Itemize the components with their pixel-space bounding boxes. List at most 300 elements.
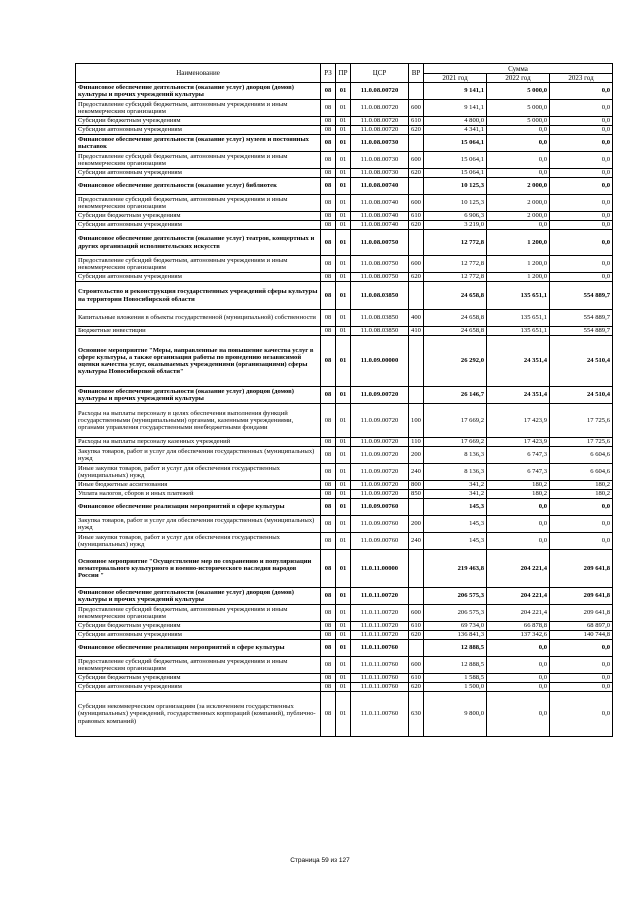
header-csr: ЦСР	[351, 64, 409, 83]
cell-pr: 01	[336, 117, 351, 126]
cell-name: Основное мероприятие "Осуществление мер по сохранению и популяризации нематериального культурного и военно-исторического наследия народов России "	[76, 550, 321, 588]
cell-2023: 554 889,7	[550, 310, 613, 327]
cell-csr: 11.0.08.00740	[351, 212, 409, 221]
table-row	[76, 631, 613, 640]
cell-2022: 0,0	[487, 657, 550, 674]
cell-2021: 12 772,8	[424, 230, 487, 256]
cell-pr: 01	[336, 640, 351, 657]
cell-rz: 08	[321, 605, 336, 622]
budget-table	[75, 63, 613, 737]
header-year-2022: 2022 год	[487, 74, 550, 83]
cell-csr: 11.0.08.00750	[351, 273, 409, 282]
table-row	[76, 640, 613, 657]
cell-2023: 0,0	[550, 516, 613, 533]
cell-2022: 6 747,3	[487, 447, 550, 464]
cell-pr: 01	[336, 622, 351, 631]
cell-2023: 24 510,4	[550, 387, 613, 404]
cell-csr: 11.0.09.00720	[351, 481, 409, 490]
header-rz: РЗ	[321, 64, 336, 83]
cell-2022: 0,0	[487, 640, 550, 657]
cell-rz: 08	[321, 178, 336, 195]
table-row	[76, 83, 613, 100]
cell-name: Финансовое обеспечение деятельности (оказание услуг) дворцов (домов) культуры и прочих учреждений культуры	[76, 387, 321, 404]
cell-2022: 1 200,0	[487, 256, 550, 273]
header-sums: Сумма	[424, 64, 613, 74]
cell-pr: 01	[336, 683, 351, 692]
cell-2021: 206 575,3	[424, 588, 487, 605]
cell-2022: 0,0	[487, 516, 550, 533]
cell-2023: 0,0	[550, 256, 613, 273]
cell-2022: 5 000,0	[487, 117, 550, 126]
cell-2022: 2 000,0	[487, 212, 550, 221]
cell-name: Предоставление субсидий бюджетным, автономным учреждениям и иным некоммерческим организациям	[76, 152, 321, 169]
cell-name: Предоставление субсидий бюджетным, автономным учреждениям и иным некоммерческим организациям	[76, 256, 321, 273]
cell-2022: 137 342,6	[487, 631, 550, 640]
cell-rz: 08	[321, 622, 336, 631]
table-row	[76, 683, 613, 692]
cell-pr: 01	[336, 336, 351, 387]
cell-2021: 8 136,3	[424, 464, 487, 481]
cell-csr: 11.0.09.00720	[351, 387, 409, 404]
table-row	[76, 100, 613, 117]
table-row	[76, 481, 613, 490]
cell-2021: 8 136,3	[424, 447, 487, 464]
cell-2023: 6 604,6	[550, 447, 613, 464]
cell-csr: 11.0.09.00720	[351, 490, 409, 499]
cell-2021: 10 125,3	[424, 178, 487, 195]
cell-csr: 11.0.08.00720	[351, 117, 409, 126]
cell-2023: 209 641,8	[550, 588, 613, 605]
cell-2022: 0,0	[487, 692, 550, 737]
cell-pr: 01	[336, 490, 351, 499]
cell-vr: 200	[409, 447, 424, 464]
cell-name: Капитальные вложения в объекты государственной (муниципальной) собственности	[76, 310, 321, 327]
table-row	[76, 256, 613, 273]
table-row	[76, 169, 613, 178]
cell-csr: 11.0.09.00720	[351, 438, 409, 447]
cell-vr	[409, 499, 424, 516]
table-row	[76, 221, 613, 230]
cell-2021: 24 658,8	[424, 282, 487, 310]
table-row	[76, 195, 613, 212]
cell-pr: 01	[336, 230, 351, 256]
cell-vr: 600	[409, 152, 424, 169]
table-row	[76, 126, 613, 135]
cell-vr: 110	[409, 438, 424, 447]
table-row	[76, 516, 613, 533]
cell-vr	[409, 282, 424, 310]
cell-rz: 08	[321, 499, 336, 516]
cell-2021: 26 146,7	[424, 387, 487, 404]
table-row	[76, 282, 613, 310]
cell-vr	[409, 83, 424, 100]
cell-2023: 554 889,7	[550, 327, 613, 336]
cell-name: Субсидии бюджетным учреждениям	[76, 117, 321, 126]
cell-pr: 01	[336, 692, 351, 737]
cell-csr: 11.0.08.03850	[351, 282, 409, 310]
cell-pr: 01	[336, 273, 351, 282]
cell-2021: 12 772,8	[424, 256, 487, 273]
table-row	[76, 327, 613, 336]
cell-csr: 11.0.11.00720	[351, 588, 409, 605]
cell-2023: 6 604,6	[550, 464, 613, 481]
cell-rz: 08	[321, 327, 336, 336]
cell-2021: 15 064,1	[424, 135, 487, 152]
cell-name: Финансовое обеспечение деятельности (оказание услуг) театров, концертных и других организаций исполнительских искусств	[76, 230, 321, 256]
cell-2021: 341,2	[424, 481, 487, 490]
cell-rz: 08	[321, 657, 336, 674]
cell-2021: 15 064,1	[424, 169, 487, 178]
cell-name: Закупка товаров, работ и услуг для обеспечения государственных (муниципальных) нужд	[76, 516, 321, 533]
cell-rz: 08	[321, 640, 336, 657]
cell-rz: 08	[321, 336, 336, 387]
table-row	[76, 387, 613, 404]
cell-csr: 11.0.11.00760	[351, 692, 409, 737]
cell-name: Субсидии автономным учреждениям	[76, 683, 321, 692]
table-row	[76, 674, 613, 683]
cell-2021: 9 141,1	[424, 83, 487, 100]
cell-2021: 145,3	[424, 516, 487, 533]
cell-vr	[409, 387, 424, 404]
cell-vr: 600	[409, 256, 424, 273]
cell-2022: 0,0	[487, 674, 550, 683]
cell-2023: 180,2	[550, 481, 613, 490]
cell-vr: 620	[409, 169, 424, 178]
cell-pr: 01	[336, 212, 351, 221]
cell-pr: 01	[336, 195, 351, 212]
cell-rz: 08	[321, 256, 336, 273]
cell-pr: 01	[336, 169, 351, 178]
cell-name: Предоставление субсидий бюджетным, автономным учреждениям и иным некоммерческим организациям	[76, 100, 321, 117]
cell-2022: 2 000,0	[487, 178, 550, 195]
cell-2023: 0,0	[550, 178, 613, 195]
cell-rz: 08	[321, 387, 336, 404]
cell-rz: 08	[321, 464, 336, 481]
cell-2021: 4 341,1	[424, 126, 487, 135]
cell-name: Финансовое обеспечение реализации мероприятий в сфере культуры	[76, 640, 321, 657]
cell-2022: 1 200,0	[487, 273, 550, 282]
cell-2022: 17 423,9	[487, 404, 550, 438]
table-row	[76, 117, 613, 126]
cell-csr: 11.0.08.00740	[351, 221, 409, 230]
cell-pr: 01	[336, 516, 351, 533]
header-year-2023: 2023 год	[550, 74, 613, 83]
cell-2023: 0,0	[550, 640, 613, 657]
cell-2022: 2 000,0	[487, 195, 550, 212]
cell-2023: 0,0	[550, 273, 613, 282]
cell-csr: 11.0.08.00730	[351, 152, 409, 169]
cell-2021: 15 064,1	[424, 152, 487, 169]
cell-2022: 17 423,9	[487, 438, 550, 447]
cell-rz: 08	[321, 310, 336, 327]
cell-2021: 17 669,2	[424, 438, 487, 447]
table-row	[76, 336, 613, 387]
cell-vr	[409, 178, 424, 195]
cell-2023: 0,0	[550, 499, 613, 516]
cell-rz: 08	[321, 282, 336, 310]
cell-csr: 11.0.08.00740	[351, 195, 409, 212]
cell-2021: 4 800,0	[424, 117, 487, 126]
cell-2023: 140 744,8	[550, 631, 613, 640]
cell-2021: 206 575,3	[424, 605, 487, 622]
cell-csr: 11.0.08.03850	[351, 327, 409, 336]
cell-rz: 08	[321, 212, 336, 221]
cell-vr: 600	[409, 605, 424, 622]
cell-vr: 610	[409, 117, 424, 126]
cell-2021: 9 800,0	[424, 692, 487, 737]
cell-2022: 135 651,1	[487, 282, 550, 310]
cell-rz: 08	[321, 135, 336, 152]
cell-2021: 219 463,8	[424, 550, 487, 588]
cell-name: Финансовое обеспечение реализации мероприятий в сфере культуры	[76, 499, 321, 516]
cell-rz: 08	[321, 674, 336, 683]
cell-pr: 01	[336, 256, 351, 273]
table-row	[76, 605, 613, 622]
cell-csr: 11.0.08.00730	[351, 169, 409, 178]
cell-vr: 400	[409, 310, 424, 327]
cell-name: Субсидии автономным учреждениям	[76, 631, 321, 640]
table-row	[76, 447, 613, 464]
table-body	[76, 83, 613, 737]
cell-2023: 0,0	[550, 117, 613, 126]
cell-2023: 68 897,0	[550, 622, 613, 631]
cell-csr: 11.0.11.00720	[351, 622, 409, 631]
cell-csr: 11.0.09.00720	[351, 464, 409, 481]
cell-2021: 145,3	[424, 533, 487, 550]
table-row	[76, 588, 613, 605]
cell-csr: 11.0.08.00730	[351, 135, 409, 152]
cell-2023: 0,0	[550, 692, 613, 737]
cell-2022: 5 000,0	[487, 100, 550, 117]
cell-rz: 08	[321, 152, 336, 169]
cell-rz: 08	[321, 438, 336, 447]
cell-2022: 66 878,8	[487, 622, 550, 631]
cell-2022: 135 651,1	[487, 310, 550, 327]
cell-2021: 136 841,3	[424, 631, 487, 640]
cell-2021: 341,2	[424, 490, 487, 499]
cell-rz: 08	[321, 221, 336, 230]
cell-2021: 145,3	[424, 499, 487, 516]
cell-pr: 01	[336, 657, 351, 674]
cell-2021: 1 588,5	[424, 674, 487, 683]
table-row	[76, 464, 613, 481]
cell-2023: 0,0	[550, 195, 613, 212]
cell-pr: 01	[336, 282, 351, 310]
cell-rz: 08	[321, 447, 336, 464]
cell-2023: 209 641,8	[550, 550, 613, 588]
cell-2022: 204 221,4	[487, 588, 550, 605]
cell-2021: 12 772,8	[424, 273, 487, 282]
cell-name: Субсидии бюджетным учреждениям	[76, 622, 321, 631]
cell-csr: 11.0.09.00720	[351, 447, 409, 464]
cell-2023: 0,0	[550, 533, 613, 550]
cell-pr: 01	[336, 438, 351, 447]
cell-2023: 0,0	[550, 126, 613, 135]
cell-vr: 620	[409, 631, 424, 640]
cell-2022: 0,0	[487, 499, 550, 516]
cell-2022: 135 651,1	[487, 327, 550, 336]
cell-name: Субсидии автономным учреждениям	[76, 273, 321, 282]
cell-2022: 204 221,4	[487, 605, 550, 622]
cell-vr: 200	[409, 516, 424, 533]
header-vr: ВР	[409, 64, 424, 83]
cell-vr	[409, 230, 424, 256]
cell-vr: 600	[409, 100, 424, 117]
cell-2022: 24 351,4	[487, 387, 550, 404]
table-row	[76, 692, 613, 737]
cell-2023: 0,0	[550, 674, 613, 683]
cell-rz: 08	[321, 550, 336, 588]
cell-2021: 69 734,0	[424, 622, 487, 631]
cell-2023: 0,0	[550, 212, 613, 221]
cell-vr	[409, 135, 424, 152]
cell-csr: 11.0.09.00760	[351, 516, 409, 533]
cell-rz: 08	[321, 490, 336, 499]
cell-pr: 01	[336, 178, 351, 195]
cell-pr: 01	[336, 533, 351, 550]
cell-pr: 01	[336, 674, 351, 683]
cell-2023: 0,0	[550, 657, 613, 674]
cell-2023: 17 725,6	[550, 438, 613, 447]
cell-name: Субсидии некоммерческим организациям (за исключением государственных (муниципальных) учреждений, государственных корпораций (компаний), публично-правовых компаний)	[76, 692, 321, 737]
cell-vr	[409, 588, 424, 605]
cell-pr: 01	[336, 631, 351, 640]
cell-2023: 180,2	[550, 490, 613, 499]
cell-rz: 08	[321, 126, 336, 135]
cell-name: Субсидии автономным учреждениям	[76, 221, 321, 230]
cell-2021: 24 658,8	[424, 327, 487, 336]
cell-rz: 08	[321, 683, 336, 692]
cell-vr	[409, 336, 424, 387]
cell-2021: 1 500,0	[424, 683, 487, 692]
cell-vr: 610	[409, 212, 424, 221]
cell-2021: 17 669,2	[424, 404, 487, 438]
cell-2021: 12 888,5	[424, 640, 487, 657]
cell-rz: 08	[321, 169, 336, 178]
cell-vr: 800	[409, 481, 424, 490]
cell-2023: 24 510,4	[550, 336, 613, 387]
cell-2022: 0,0	[487, 169, 550, 178]
cell-vr: 610	[409, 674, 424, 683]
cell-rz: 08	[321, 692, 336, 737]
cell-name: Субсидии автономным учреждениям	[76, 169, 321, 178]
cell-name: Субсидии автономным учреждениям	[76, 126, 321, 135]
cell-2022: 0,0	[487, 683, 550, 692]
cell-rz: 08	[321, 516, 336, 533]
cell-2023: 0,0	[550, 100, 613, 117]
cell-csr: 11.0.11.00760	[351, 657, 409, 674]
cell-rz: 08	[321, 404, 336, 438]
cell-pr: 01	[336, 152, 351, 169]
cell-name: Субсидии бюджетным учреждениям	[76, 674, 321, 683]
cell-name: Основное мероприятие "Меры, направленные на повышение качества услуг в сфере культуры, а также организация работы по проведению независимой оценки качества услуг, оказываемых учреждениями (организациями) сферы культуры Новосибирской области"	[76, 336, 321, 387]
cell-name: Финансовое обеспечение деятельности (оказание услуг) музеев и постоянных выставок	[76, 135, 321, 152]
table-row	[76, 404, 613, 438]
cell-vr: 410	[409, 327, 424, 336]
cell-2023: 209 641,8	[550, 605, 613, 622]
table-row	[76, 135, 613, 152]
cell-name: Финансовое обеспечение деятельности (оказание услуг) библиотек	[76, 178, 321, 195]
table-row	[76, 622, 613, 631]
cell-vr: 620	[409, 683, 424, 692]
cell-pr: 01	[336, 310, 351, 327]
cell-pr: 01	[336, 327, 351, 336]
cell-2021: 9 141,1	[424, 100, 487, 117]
cell-name: Расходы на выплаты персоналу казенных учреждений	[76, 438, 321, 447]
cell-2022: 1 200,0	[487, 230, 550, 256]
table-row	[76, 550, 613, 588]
cell-2023: 0,0	[550, 230, 613, 256]
cell-rz: 08	[321, 117, 336, 126]
table-row	[76, 310, 613, 327]
cell-vr: 850	[409, 490, 424, 499]
cell-2022: 0,0	[487, 126, 550, 135]
cell-name: Строительство и реконструкция государственных учреждений сферы культуры на территории Новосибирской области	[76, 282, 321, 310]
table-row	[76, 212, 613, 221]
table-row	[76, 499, 613, 516]
cell-csr: 11.0.11.00720	[351, 605, 409, 622]
cell-name: Предоставление субсидий бюджетным, автономным учреждениям и иным некоммерческим организациям	[76, 605, 321, 622]
cell-name: Предоставление субсидий бюджетным, автономным учреждениям и иным некоммерческим организациям	[76, 195, 321, 212]
cell-rz: 08	[321, 195, 336, 212]
cell-csr: 11.0.08.00720	[351, 126, 409, 135]
cell-csr: 11.0.08.00740	[351, 178, 409, 195]
cell-2022: 24 351,4	[487, 336, 550, 387]
cell-2022: 204 221,4	[487, 550, 550, 588]
cell-name: Финансовое обеспечение деятельности (оказание услуг) дворцов (домов) культуры и прочих учреждений культуры	[76, 83, 321, 100]
table-header	[76, 64, 613, 83]
cell-vr	[409, 640, 424, 657]
table-row	[76, 657, 613, 674]
cell-2023: 554 889,7	[550, 282, 613, 310]
cell-2023: 0,0	[550, 135, 613, 152]
cell-pr: 01	[336, 83, 351, 100]
cell-pr: 01	[336, 100, 351, 117]
cell-vr: 600	[409, 657, 424, 674]
cell-csr: 11.0.11.00760	[351, 683, 409, 692]
cell-2022: 180,2	[487, 490, 550, 499]
cell-2023: 0,0	[550, 221, 613, 230]
cell-csr: 11.0.11.00720	[351, 631, 409, 640]
cell-pr: 01	[336, 550, 351, 588]
cell-pr: 01	[336, 126, 351, 135]
cell-name: Предоставление субсидий бюджетным, автономным учреждениям и иным некоммерческим организациям	[76, 657, 321, 674]
cell-name: Финансовое обеспечение деятельности (оказание услуг) дворцов (домов) культуры и прочих учреждений культуры	[76, 588, 321, 605]
cell-csr: 11.0.08.00750	[351, 230, 409, 256]
table-row	[76, 533, 613, 550]
cell-rz: 08	[321, 481, 336, 490]
cell-2022: 180,2	[487, 481, 550, 490]
cell-vr: 620	[409, 126, 424, 135]
cell-2023: 17 725,6	[550, 404, 613, 438]
cell-csr: 11.0.09.00000	[351, 336, 409, 387]
cell-rz: 08	[321, 273, 336, 282]
cell-2022: 6 747,3	[487, 464, 550, 481]
table-row	[76, 178, 613, 195]
table-row	[76, 152, 613, 169]
cell-vr: 100	[409, 404, 424, 438]
cell-2021: 10 125,3	[424, 195, 487, 212]
cell-2022: 5 000,0	[487, 83, 550, 100]
cell-2023: 0,0	[550, 83, 613, 100]
cell-vr: 620	[409, 273, 424, 282]
cell-vr: 600	[409, 195, 424, 212]
cell-rz: 08	[321, 100, 336, 117]
cell-rz: 08	[321, 83, 336, 100]
cell-2023: 0,0	[550, 169, 613, 178]
table-row	[76, 490, 613, 499]
cell-pr: 01	[336, 605, 351, 622]
